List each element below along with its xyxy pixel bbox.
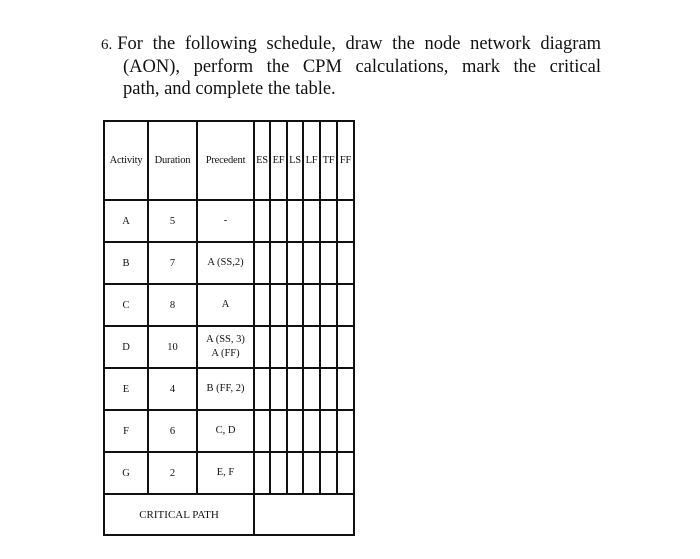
table-row bbox=[104, 368, 354, 410]
precedent-cell bbox=[197, 200, 254, 242]
activity-cell: A bbox=[104, 200, 148, 242]
ff-cell[interactable] bbox=[337, 410, 354, 452]
activity-cell: F bbox=[104, 410, 148, 452]
lf-cell[interactable] bbox=[303, 284, 320, 326]
tf-cell[interactable] bbox=[320, 410, 337, 452]
lf-cell[interactable] bbox=[303, 326, 320, 368]
critical-path-answer[interactable] bbox=[254, 494, 354, 535]
ff-cell[interactable] bbox=[337, 200, 354, 242]
activity-cell: C bbox=[104, 284, 148, 326]
lf-cell[interactable] bbox=[303, 368, 320, 410]
lf-cell[interactable] bbox=[303, 242, 320, 284]
es-cell[interactable] bbox=[254, 452, 270, 494]
header-ls: LS bbox=[287, 121, 303, 200]
ff-cell[interactable] bbox=[337, 368, 354, 410]
ls-cell[interactable] bbox=[287, 326, 303, 368]
header-es: ES bbox=[254, 121, 270, 200]
header-row bbox=[104, 121, 354, 200]
header-ff: FF bbox=[337, 121, 354, 200]
lf-cell[interactable] bbox=[303, 410, 320, 452]
header-lf: LF bbox=[303, 121, 320, 200]
activity-cell: E bbox=[104, 368, 148, 410]
duration-cell: 8 bbox=[148, 284, 197, 326]
ff-cell[interactable] bbox=[337, 242, 354, 284]
lf-cell[interactable] bbox=[303, 200, 320, 242]
es-cell[interactable] bbox=[254, 368, 270, 410]
critical-path-label: CRITICAL PATH bbox=[104, 494, 254, 535]
duration-cell: 5 bbox=[148, 200, 197, 242]
precedent-cell bbox=[197, 452, 254, 494]
critical-path-row bbox=[104, 494, 354, 535]
precedent-text: B (FF, 2) bbox=[206, 383, 245, 394]
schedule-table bbox=[103, 120, 355, 536]
table-row bbox=[104, 410, 354, 452]
es-cell[interactable] bbox=[254, 242, 270, 284]
activity-cell: G bbox=[104, 452, 148, 494]
ls-cell[interactable] bbox=[287, 200, 303, 242]
ls-cell[interactable] bbox=[287, 284, 303, 326]
es-cell[interactable] bbox=[254, 410, 270, 452]
ef-cell[interactable] bbox=[270, 284, 287, 326]
ls-cell[interactable] bbox=[287, 452, 303, 494]
ef-cell[interactable] bbox=[270, 326, 287, 368]
ls-cell[interactable] bbox=[287, 242, 303, 284]
ls-cell[interactable] bbox=[287, 368, 303, 410]
activity-cell: D bbox=[104, 326, 148, 368]
duration-cell: 2 bbox=[148, 452, 197, 494]
ef-cell[interactable] bbox=[270, 410, 287, 452]
ef-cell[interactable] bbox=[270, 452, 287, 494]
precedent-text: E, F bbox=[216, 467, 235, 478]
table-row bbox=[104, 284, 354, 326]
duration-cell: 6 bbox=[148, 410, 197, 452]
duration-cell: 10 bbox=[148, 326, 197, 368]
ff-cell[interactable] bbox=[337, 326, 354, 368]
header-activity: Activity bbox=[104, 121, 148, 200]
question-line-3: path, and complete the table. bbox=[123, 79, 336, 99]
header-ef: EF bbox=[270, 121, 287, 200]
question-line-2: (AON), perform the CPM calculations, mark the critical bbox=[123, 57, 601, 77]
table-row bbox=[104, 452, 354, 494]
activity-cell: B bbox=[104, 242, 148, 284]
question-number: 6. bbox=[101, 37, 113, 53]
tf-cell[interactable] bbox=[320, 284, 337, 326]
ff-cell[interactable] bbox=[337, 452, 354, 494]
es-cell[interactable] bbox=[254, 200, 270, 242]
table-row bbox=[104, 200, 354, 242]
precedent-cell bbox=[197, 410, 254, 452]
tf-cell[interactable] bbox=[320, 200, 337, 242]
header-tf: TF bbox=[320, 121, 337, 200]
duration-cell: 7 bbox=[148, 242, 197, 284]
tf-cell[interactable] bbox=[320, 452, 337, 494]
precedent-cell bbox=[197, 242, 254, 284]
ff-cell[interactable] bbox=[337, 284, 354, 326]
precedent-text: C, D bbox=[215, 425, 236, 436]
question-text bbox=[101, 33, 601, 100]
precedent-cell bbox=[197, 326, 254, 368]
ls-cell[interactable] bbox=[287, 410, 303, 452]
question-line-1 bbox=[101, 33, 601, 56]
header-duration: Duration bbox=[148, 121, 197, 200]
tf-cell[interactable] bbox=[320, 242, 337, 284]
header-precedent: Precedent bbox=[197, 121, 254, 200]
question-line-1-text: For the following schedule, draw the node network diagram bbox=[117, 34, 601, 54]
es-cell[interactable] bbox=[254, 326, 270, 368]
tf-cell[interactable] bbox=[320, 326, 337, 368]
ef-cell[interactable] bbox=[270, 242, 287, 284]
ef-cell[interactable] bbox=[270, 368, 287, 410]
precedent-text: A bbox=[221, 299, 230, 310]
precedent-text: A (FF) bbox=[211, 348, 240, 359]
precedent-cell bbox=[197, 368, 254, 410]
ef-cell[interactable] bbox=[270, 200, 287, 242]
lf-cell[interactable] bbox=[303, 452, 320, 494]
duration-cell: 4 bbox=[148, 368, 197, 410]
precedent-text: A (SS,2) bbox=[207, 257, 244, 268]
table-row bbox=[104, 242, 354, 284]
precedent-text: - bbox=[223, 215, 228, 226]
precedent-cell bbox=[197, 284, 254, 326]
es-cell[interactable] bbox=[254, 284, 270, 326]
precedent-text: A (SS, 3) bbox=[206, 334, 245, 345]
table-row bbox=[104, 326, 354, 368]
tf-cell[interactable] bbox=[320, 368, 337, 410]
